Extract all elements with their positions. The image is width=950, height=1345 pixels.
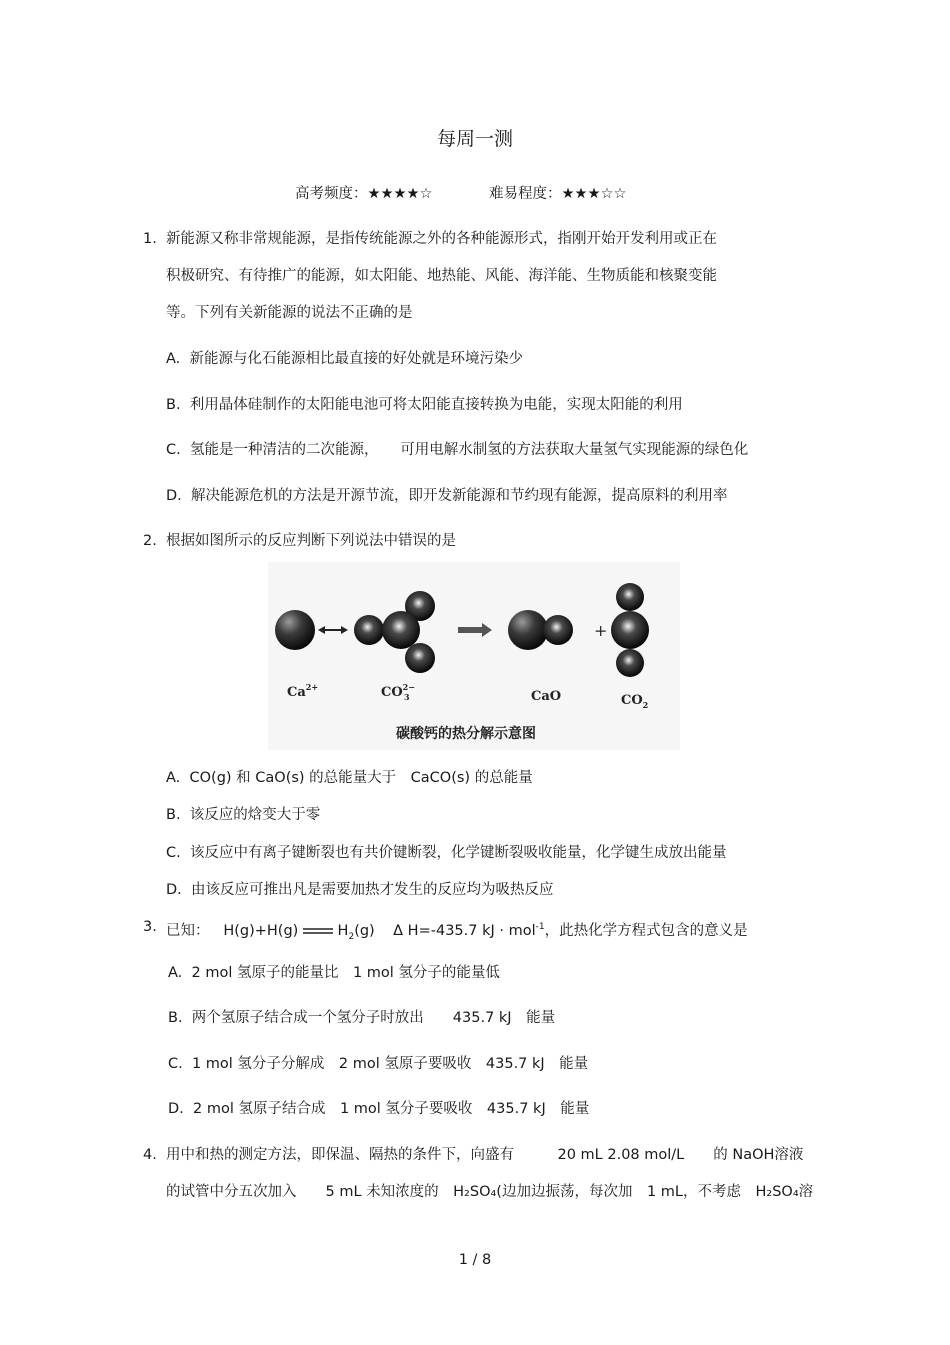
question-1-stem-line-1: 新能源又称非常规能源，是指传统能源之外的各种能源形式，指刚开始开发利用或正在 — [166, 231, 717, 247]
page-number: 1 / 8 — [458, 1252, 492, 1268]
ionic-bond-arrow — [318, 626, 348, 634]
equation-left: H(g)+H(g) — [223, 922, 299, 939]
question-3-option-a[interactable] — [168, 964, 500, 982]
option-label: A. — [166, 770, 181, 786]
calcium-ion-ball — [275, 610, 315, 650]
q3-suffix: ，此热化学方程式包含的意义是 — [544, 922, 748, 939]
equals-sign-icon — [303, 926, 333, 936]
question-3-option-d[interactable] — [168, 1100, 589, 1118]
question-3-option-c[interactable] — [168, 1055, 588, 1073]
option-label: B. — [166, 807, 181, 823]
frequency-stars: ★★★★☆ — [367, 186, 433, 202]
difficulty-rating — [489, 185, 627, 203]
option-text: 氢能是一种清洁的二次能源， 可用电解水制氢的方法获取大量氢气实现能源的绿色化 — [189, 442, 749, 458]
question-1-option-a[interactable] — [166, 350, 523, 368]
question-4-stem-line-2: 的试管中分五次加入 5 mL 未知浓度的 H₂SO₄(边加边振荡，每次加 1 mL，不考虑 H₂SO₄溶 — [166, 1184, 814, 1200]
option-label: D. — [166, 488, 182, 504]
question-4-stem-line-1: 用中和热的测定方法，即保温、隔热的条件下，向盛有 20 mL 2.08 mol/L 的 NaOH溶液 — [166, 1147, 804, 1163]
option-text: 新能源与化石能源相比最直接的好处就是环境污染少 — [189, 351, 523, 367]
option-text: 利用晶体硅制作的太阳能电池可将太阳能直接转换为电能，实现太阳能的利用 — [189, 397, 683, 413]
figure-caption: 碳酸钙的热分解示意图 — [396, 726, 536, 742]
reaction-arrow — [458, 623, 492, 637]
option-text: 2 mol 氢原子的能量比 1 mol 氢分子的能量低 — [191, 965, 500, 981]
option-text: 两个氢原子结合成一个氢分子时放出 435.7 kJ 能量 — [191, 1010, 556, 1026]
question-1-stem-line-2: 积极研究、有待推广的能源，如太阳能、地热能、风能、海洋能、生物质能和核聚变能 — [166, 268, 717, 284]
option-text: CO(g) 和 CaO(s) 的总能量大于 CaCO(s) 的总能量 — [189, 770, 533, 786]
question-1-number: 1. — [143, 231, 157, 247]
difficulty-stars: ★★★☆☆ — [561, 186, 627, 202]
question-4-number: 4. — [143, 1147, 157, 1163]
question-1-option-d[interactable] — [166, 487, 728, 505]
calcium-oxide-molecule — [508, 610, 573, 650]
option-label: D. — [166, 882, 182, 898]
option-label: C. — [166, 845, 181, 861]
option-text: 2 mol 氢原子结合成 1 mol 氢分子要吸收 435.7 kJ 能量 — [193, 1101, 590, 1117]
option-label: D. — [168, 1101, 184, 1117]
molecule-diagram — [268, 562, 680, 750]
option-label: A. — [168, 965, 183, 981]
q3-prefix: 已知： — [166, 922, 210, 939]
option-label: C. — [166, 442, 181, 458]
option-text: 由该反应可推出凡是需要加热才发生的反应均为吸热反应 — [191, 882, 554, 898]
frequency-rating — [295, 185, 433, 203]
question-1-option-c[interactable] — [166, 441, 748, 459]
question-3-option-b[interactable] — [168, 1009, 555, 1027]
option-text: 该反应的焓变大于零 — [189, 807, 321, 823]
question-2-option-a[interactable] — [166, 769, 533, 787]
question-2-option-c[interactable] — [166, 844, 726, 862]
equation-right: $H_2(g)$ — [337, 922, 375, 942]
question-2-number: 2. — [143, 533, 157, 549]
question-3-stem — [166, 918, 748, 946]
question-1-stem-line-3: 等。下列有关新能源的说法不正确的是 — [166, 305, 413, 321]
option-label: A. — [166, 351, 181, 367]
carbon-dioxide-molecule — [611, 583, 649, 677]
option-label: C. — [168, 1056, 183, 1072]
calcium-ion-label: $Ca^{2+}$ — [287, 682, 319, 700]
calcium-carbonate-decomposition-figure — [268, 562, 680, 750]
option-label: B. — [168, 1010, 183, 1026]
frequency-label: 高考频度： — [295, 186, 368, 202]
carbon-dioxide-label: $CO_2$ — [621, 693, 649, 710]
option-text: 解决能源危机的方法是开源节流，即开发新能源和节约现有能源，提高原料的利用率 — [191, 488, 728, 504]
plus-sign: + — [594, 621, 608, 640]
option-text: 该反应中有离子键断裂也有共价键断裂，化学键断裂吸收能量，化学键生成放出能量 — [189, 845, 727, 861]
difficulty-label: 难易程度： — [489, 186, 562, 202]
question-3-number: 3. — [143, 919, 157, 935]
question-2-option-b[interactable] — [166, 806, 320, 824]
option-text: 1 mol 氢分子分解成 2 mol 氢原子要吸收 435.7 kJ 能量 — [191, 1056, 589, 1072]
question-1-option-b[interactable] — [166, 396, 683, 414]
page-title: 每周一测 — [436, 128, 513, 150]
carbonate-ion-label: $CO^{2-}$ 3 — [381, 682, 415, 702]
carbonate-ion-molecule — [354, 591, 435, 673]
question-2-option-d[interactable] — [166, 881, 554, 899]
option-label: B. — [166, 397, 181, 413]
question-2-stem: 根据如图所示的反应判断下列说法中错误的是 — [166, 533, 456, 549]
enthalpy-change: Δ H=-435.7 kJ · mol$^{-1}$ — [393, 922, 545, 939]
calcium-oxide-label: CaO — [531, 689, 562, 704]
